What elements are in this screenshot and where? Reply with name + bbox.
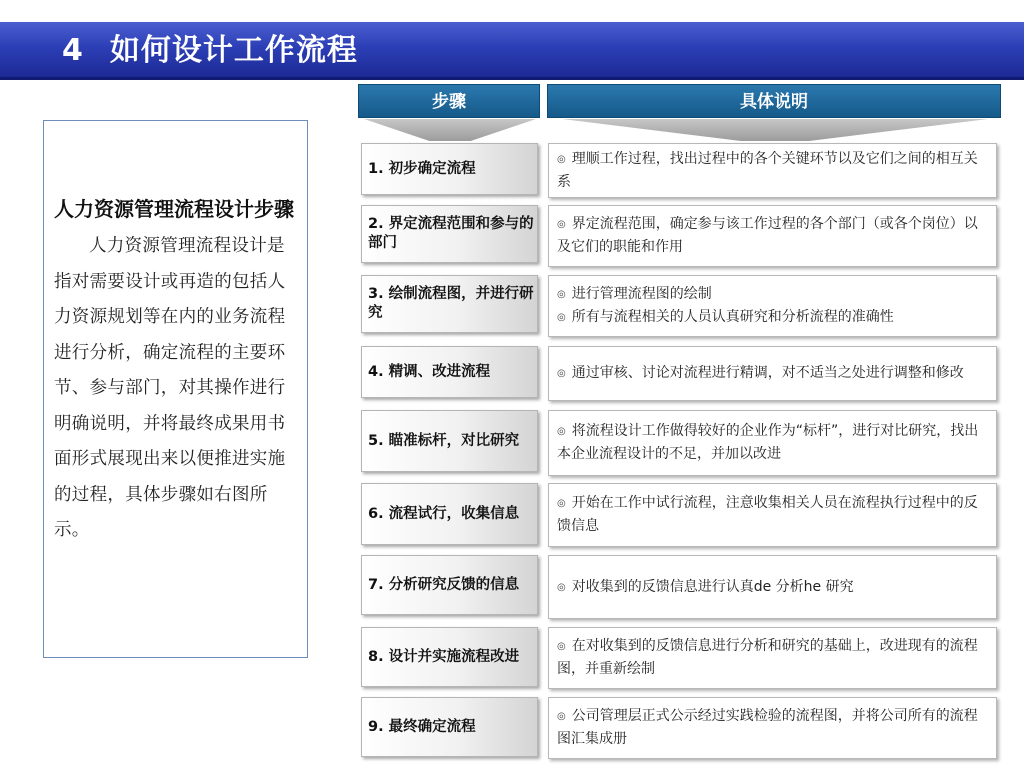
description-line: ◎ 理顺工作过程，找出过程中的各个关键环节以及它们之间的相互关系 bbox=[557, 150, 978, 190]
step-box-2: 2. 界定流程范围和参与的部门 bbox=[361, 205, 538, 263]
description-box-7 bbox=[548, 555, 997, 619]
page-title bbox=[62, 28, 358, 74]
down-arrow-description bbox=[562, 119, 988, 141]
description-line: ◎ 进行管理流程图的绘制 bbox=[557, 286, 712, 302]
description-box-9 bbox=[548, 697, 997, 759]
step-box-5: 5. 瞄准标杆，对比研究 bbox=[361, 410, 538, 472]
step-box-6: 6. 流程试行，收集信息 bbox=[361, 483, 538, 545]
description-box-1 bbox=[548, 143, 997, 198]
bullet-icon: ◎ bbox=[557, 289, 566, 300]
down-arrow-step bbox=[364, 119, 536, 141]
step-box-8: 8. 设计并实施流程改进 bbox=[361, 627, 538, 687]
description-line: ◎ 开始在工作中试行流程，注意收集相关人员在流程执行过程中的反馈信息 bbox=[557, 495, 978, 534]
step-box-9: 9. 最终确定流程 bbox=[361, 697, 538, 757]
description-box-2 bbox=[548, 205, 997, 267]
header-step: 步骤 bbox=[358, 84, 540, 118]
description-line: ◎ 界定流程范围，确定参与该工作过程的各个部门（或各个岗位）以及它们的职能和作用 bbox=[557, 216, 978, 255]
description-line: ◎ 公司管理层正式公示经过实践检验的流程图，并将公司所有的流程图汇集成册 bbox=[557, 708, 978, 747]
step-box-4: 4. 精调、改进流程 bbox=[361, 346, 538, 398]
bullet-icon: ◎ bbox=[557, 426, 566, 437]
step-box-7: 7. 分析研究反馈的信息 bbox=[361, 555, 538, 615]
summary-heading: 人力资源管理流程设计步骤 bbox=[54, 197, 294, 221]
description-line: ◎ 将流程设计工作做得较好的企业作为“标杆”，进行对比研究，找出本企业流程设计的不足，并加以改进 bbox=[557, 423, 979, 462]
description-box-8 bbox=[548, 627, 997, 689]
bullet-icon: ◎ bbox=[557, 641, 566, 652]
bullet-icon: ◎ bbox=[557, 711, 566, 722]
bullet-icon: ◎ bbox=[557, 581, 566, 593]
section-number: 4 bbox=[62, 33, 84, 68]
description-line: ◎ 通过审核、讨论对流程进行精调，对不适当之处进行调整和修改 bbox=[557, 365, 964, 381]
description-box-6 bbox=[548, 483, 997, 547]
step-box-1: 1. 初步确定流程 bbox=[361, 143, 538, 195]
summary-body: 人力资源管理流程设计是指对需要设计或再造的包括人力资源规划等在内的业务流程进行分析，确定流程的主要环节、参与部门，对其操作进行明确说明，并将最终成果用书面形式展现出来以便推进实施的过程，具体步骤如右图所示。 bbox=[54, 236, 286, 540]
header-description: 具体说明 bbox=[547, 84, 1001, 118]
title-bar bbox=[0, 22, 1024, 80]
title-label: 如何设计工作流程 bbox=[109, 33, 358, 68]
bullet-icon: ◎ bbox=[557, 498, 566, 509]
bullet-icon: ◎ bbox=[557, 153, 566, 165]
bullet-icon: ◎ bbox=[557, 219, 566, 230]
description-box-5 bbox=[548, 410, 997, 476]
description-line: ◎ 在对收集到的反馈信息进行分析和研究的基础上，改进现有的流程图，并重新绘制 bbox=[557, 638, 978, 677]
step-box-3: 3. 绘制流程图，并进行研究 bbox=[361, 275, 538, 333]
summary-panel bbox=[43, 120, 308, 658]
bullet-icon: ◎ bbox=[557, 312, 566, 323]
description-line: ◎ 所有与流程相关的人员认真研究和分析流程的准确性 bbox=[557, 309, 894, 325]
description-line: ◎ 对收集到的反馈信息进行认真de 分析he 研究 bbox=[557, 578, 854, 595]
description-box-3 bbox=[548, 275, 997, 337]
bullet-icon: ◎ bbox=[557, 368, 566, 379]
description-box-4 bbox=[548, 346, 997, 401]
